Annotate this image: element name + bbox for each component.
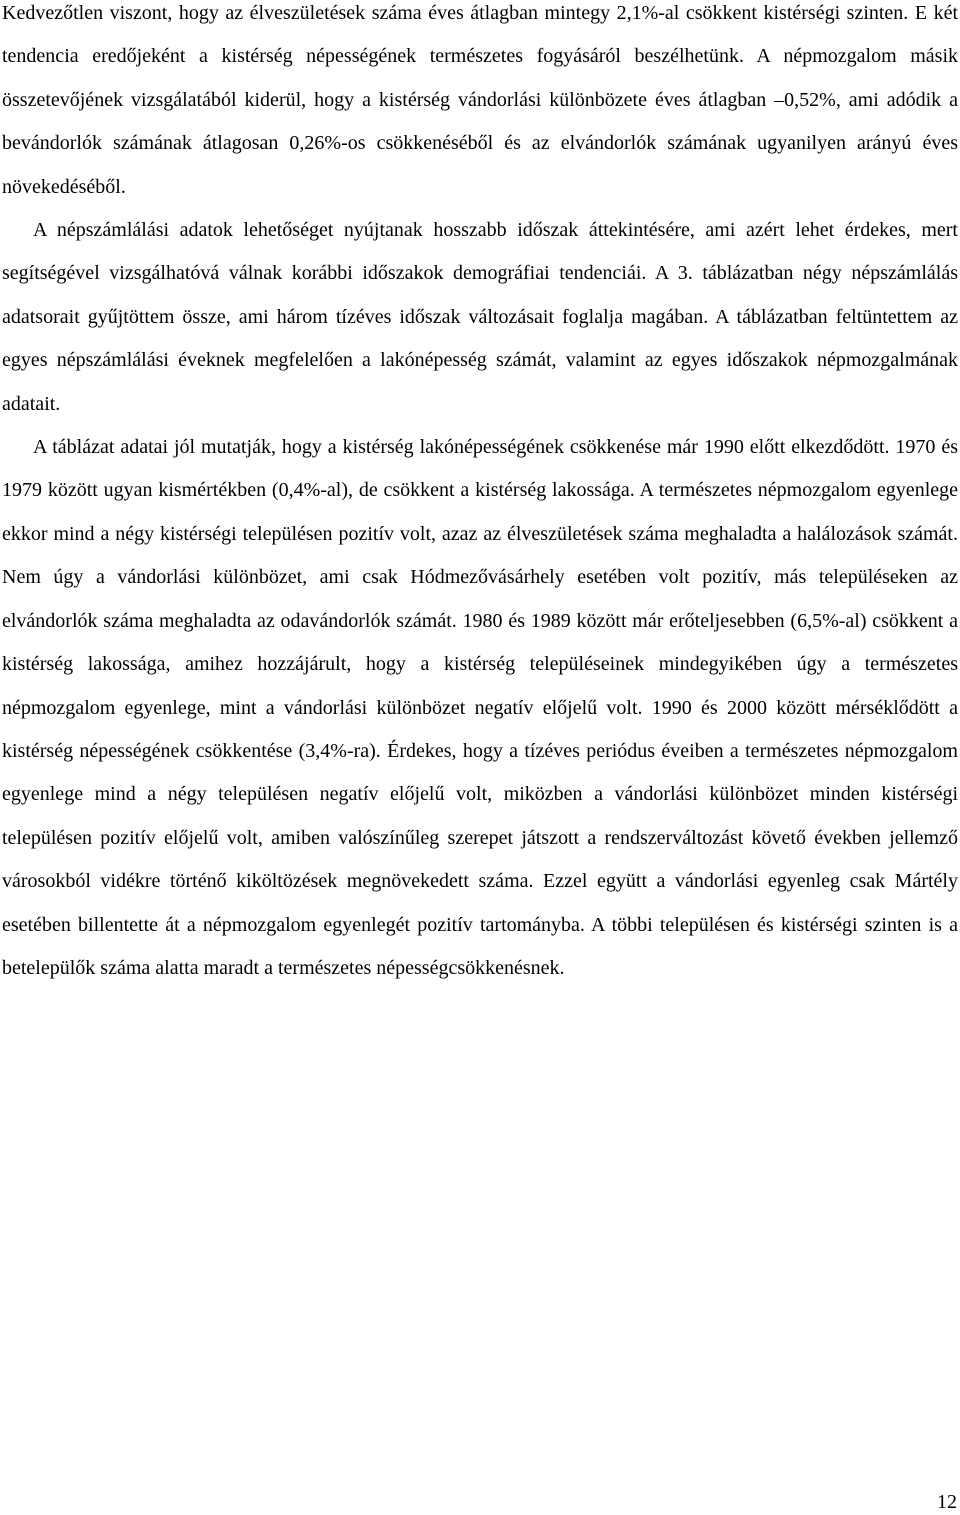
page-number: 12	[937, 1491, 957, 1513]
paragraph-census-data: A népszámlálási adatok lehetőséget nyújtanak hosszabb időszak áttekintésére, ami azért lehet érdekes, mert segítségével vizsgálhatóvá válnak korábbi időszakok demográfiai tendenciái. A 3. táblázatban négy népszámlálás adatsorait gyűjtöttem össze, ami három tízéves időszak változásait foglalja magában. A táblázatban feltüntettem az egyes népszámlálási éveknek megfelelően a lakónépesség számát, valamint az egyes időszakok népmozgalmának adatait.	[2, 219, 958, 415]
paragraph-population-decline: Kedvezőtlen viszont, hogy az élveszületések száma éves átlagban mintegy 2,1%-al csökkent kistérségi szinten. E két tendencia eredőjeként a kistérség népességének természetes fogyásáról beszélhetünk. A népmozgalom másik összetevőjének vizsgálatából kiderül, hogy a kistérség vándorlási különbözete éves átlagban –0,52%, ami adódik a bevándorlók számának átlagosan 0,26%-os csökkenéséből és az elvándorlók számának ugyanilyen arányú éves növekedéséből.	[2, 2, 958, 198]
paragraph-table-analysis: A táblázat adatai jól mutatják, hogy a kistérség lakónépességének csökkenése már 1990 előtt elkezdődött. 1970 és 1979 között ugyan kismértékben (0,4%-al), de csökkent a kistérség lakossága. A természetes népmozgalom egyenlege ekkor mind a négy kistérségi településen pozitív volt, azaz az élveszületések száma meghaladta a halálozások számát. Nem úgy a vándorlási különbözet, ami csak Hódmezővásárhely esetében volt pozitív, más településeken az elvándorlók száma meghaladta az odavándorlók számát. 1980 és 1989 között már erőteljesebben (6,5%-al) csökkent a kistérség lakossága, amihez hozzájárult, hogy a kistérség településeinek mindegyikében úgy a természetes népmozgalom egyenlege, mint a vándorlási különbözet negatív előjelű volt. 1990 és 2000 között mérséklődött a kistérség népességének csökkentése (3,4%-ra). Érdekes, hogy a tízéves periódus éveiben a természetes népmozgalom egyenlege mind a négy településen negatív előjelű volt, miközben a vándorlási különbözet minden kistérségi településen pozitív előjelű volt, amiben valószínűleg szerepet játszott a rendszerváltozást követő években jellemző városokból vidékre történő kiköltözések megnövekedett száma. Ezzel együtt a vándorlási egyenleg csak Mártély esetében billentette át a népmozgalom egyenlegét pozitív tartományba. A többi településen és kistérségi szinten is a betelepülők száma alatta maradt a természetes népességcsökkenésnek.	[2, 436, 958, 979]
document-page	[2, 0, 958, 990]
